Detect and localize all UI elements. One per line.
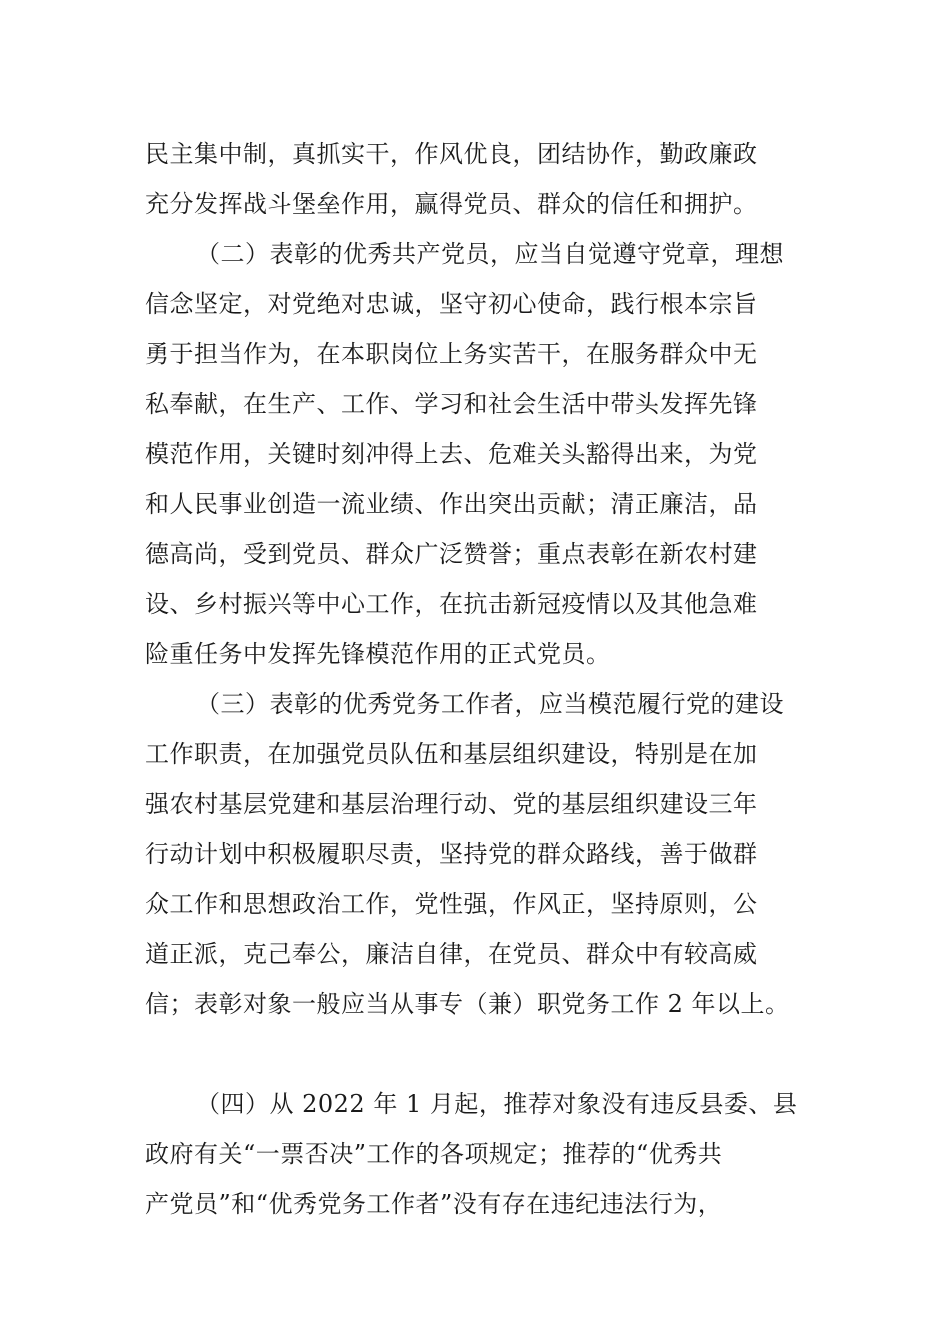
text-line: 和人民事业创造一流业绩、作出突出贡献；清正廉洁，品 [145,490,758,518]
text-line: 勇于担当作为，在本职岗位上务实苦干，在服务群众中无 [145,340,758,368]
paragraph-4-start: （四）从 2022 年 1 月起，推荐对象没有违反县委、县 [196,1090,798,1118]
text-line: 信念坚定，对党绝对忠诚，坚守初心使命，践行根本宗旨 [145,290,758,318]
text-line: 德高尚，受到党员、群众广泛赞誉；重点表彰在新农村建 [145,540,758,568]
text-line: 信；表彰对象一般应当从事专（兼）职党务工作 2 年以上。 [145,990,790,1018]
text-line: 私奉献，在生产、工作、学习和社会生活中带头发挥先锋 [145,390,758,418]
paragraph-2-start: （二）表彰的优秀共产党员，应当自觉遵守党章，理想 [196,240,784,268]
text-line: 险重任务中发挥先锋模范作用的正式党员。 [145,640,611,668]
text-line: 充分发挥战斗堡垒作用，赢得党员、群众的信任和拥护。 [145,190,758,218]
text-line: 工作职责，在加强党员队伍和基层组织建设，特别是在加 [145,740,758,768]
text-line: 政府有关“一票否决”工作的各项规定；推荐的“优秀共 [145,1140,723,1168]
paragraph-3-start: （三）表彰的优秀党务工作者，应当模范履行党的建设 [196,690,784,718]
text-line: 设、乡村振兴等中心工作，在抗击新冠疫情以及其他急难 [145,590,758,618]
text-line: 强农村基层党建和基层治理行动、党的基层组织建设三年 [145,790,758,818]
text-line: 众工作和思想政治工作，党性强，作风正，坚持原则，公 [145,890,758,918]
text-line: 行动计划中积极履职尽责，坚持党的群众路线，善于做群 [145,840,758,868]
text-line: 民主集中制，真抓实干，作风优良，团结协作，勤政廉政 [145,140,758,168]
text-line: 道正派，克己奉公，廉洁自律，在党员、群众中有较高威 [145,940,758,968]
text-line: 模范作用，关键时刻冲得上去、危难关头豁得出来，为党 [145,440,758,468]
text-line: 产党员”和“优秀党务工作者”没有存在违纪违法行为， [145,1190,723,1218]
